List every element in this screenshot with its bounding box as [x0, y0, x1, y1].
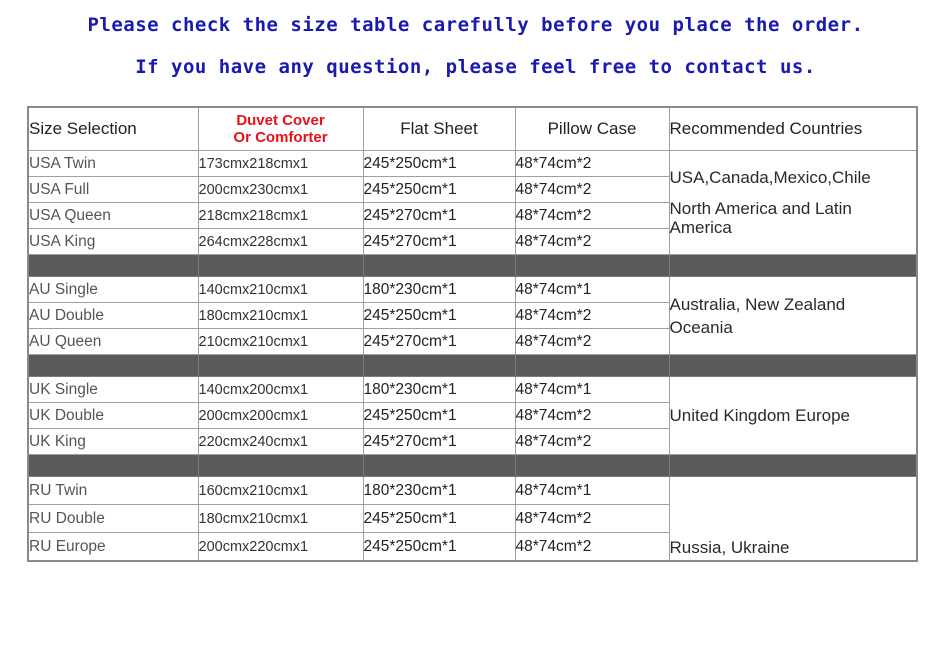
table-row	[28, 377, 917, 403]
size-table	[27, 106, 918, 562]
size-cell: USA Twin	[28, 151, 198, 177]
flat-sheet-cell: 245*250cm*1	[363, 403, 515, 429]
pillow-case-cell: 48*74cm*1	[515, 377, 669, 403]
duvet-cell: 200cmx200cmx1	[198, 403, 363, 429]
header-duvet-cover	[198, 107, 363, 151]
separator-cell	[515, 355, 669, 377]
duvet-cell: 180cmx210cmx1	[198, 303, 363, 329]
header-size-selection: Size Selection	[28, 107, 198, 151]
separator-cell	[669, 255, 917, 277]
duvet-cell: 140cmx210cmx1	[198, 277, 363, 303]
size-cell: USA King	[28, 229, 198, 255]
duvet-cell: 173cmx218cmx1	[198, 151, 363, 177]
pillow-case-cell: 48*74cm*2	[515, 533, 669, 562]
flat-sheet-cell: 245*250cm*1	[363, 303, 515, 329]
pillow-case-cell: 48*74cm*2	[515, 229, 669, 255]
size-cell: UK Single	[28, 377, 198, 403]
separator-row	[28, 355, 917, 377]
size-cell: RU Europe	[28, 533, 198, 562]
pillow-case-cell: 48*74cm*2	[515, 505, 669, 533]
duvet-cell: 200cmx220cmx1	[198, 533, 363, 562]
pillow-case-cell: 48*74cm*2	[515, 203, 669, 229]
countries-cell-uk	[669, 377, 917, 455]
separator-cell	[515, 255, 669, 277]
separator-cell	[28, 455, 198, 477]
separator-cell	[669, 455, 917, 477]
duvet-cell: 160cmx210cmx1	[198, 477, 363, 505]
size-cell: USA Full	[28, 177, 198, 203]
header-duvet-line2: Or Comforter	[233, 129, 328, 146]
countries-cell-ru	[669, 477, 917, 562]
pillow-case-cell: 48*74cm*1	[515, 477, 669, 505]
pillow-case-cell: 48*74cm*2	[515, 177, 669, 203]
duvet-cell: 218cmx218cmx1	[198, 203, 363, 229]
separator-cell	[515, 455, 669, 477]
pillow-case-cell: 48*74cm*2	[515, 303, 669, 329]
countries-line: Russia, Ukraine	[669, 538, 790, 557]
duvet-cell: 220cmx240cmx1	[198, 429, 363, 455]
duvet-cell: 210cmx210cmx1	[198, 329, 363, 355]
duvet-cell: 180cmx210cmx1	[198, 505, 363, 533]
countries-line: United Kingdom Europe	[669, 406, 851, 425]
flat-sheet-cell: 245*250cm*1	[363, 177, 515, 203]
size-cell: AU Double	[28, 303, 198, 329]
pillow-case-cell: 48*74cm*2	[515, 151, 669, 177]
table-row	[28, 477, 917, 505]
size-cell: AU Single	[28, 277, 198, 303]
flat-sheet-cell: 245*250cm*1	[363, 151, 515, 177]
header-flat-sheet: Flat Sheet	[363, 107, 515, 151]
size-cell: UK King	[28, 429, 198, 455]
separator-row	[28, 255, 917, 277]
flat-sheet-cell: 245*250cm*1	[363, 533, 515, 562]
notice-line-contact: If you have any question, please feel free to contact us.	[135, 56, 816, 78]
duvet-cell: 264cmx228cmx1	[198, 229, 363, 255]
pillow-case-cell: 48*74cm*2	[515, 329, 669, 355]
size-cell: AU Queen	[28, 329, 198, 355]
notice-line-check-size: Please check the size table carefully before you place the order.	[87, 14, 864, 36]
separator-cell	[198, 455, 363, 477]
separator-cell	[28, 255, 198, 277]
countries-line: USA,Canada,Mexico,Chile	[669, 168, 871, 187]
flat-sheet-cell: 245*270cm*1	[363, 329, 515, 355]
flat-sheet-cell: 245*270cm*1	[363, 229, 515, 255]
flat-sheet-cell: 245*270cm*1	[363, 429, 515, 455]
countries-line: Australia, New Zealand	[669, 294, 846, 314]
pillow-case-cell: 48*74cm*2	[515, 429, 669, 455]
separator-cell	[363, 455, 515, 477]
countries-line: North America and Latin America	[669, 199, 852, 237]
pillow-case-cell: 48*74cm*1	[515, 277, 669, 303]
size-cell: RU Double	[28, 505, 198, 533]
flat-sheet-cell: 180*230cm*1	[363, 477, 515, 505]
separator-cell	[198, 355, 363, 377]
header-row	[28, 107, 917, 151]
countries-cell-au	[669, 277, 917, 355]
separator-row	[28, 455, 917, 477]
flat-sheet-cell: 245*250cm*1	[363, 505, 515, 533]
countries-line: Oceania	[669, 317, 733, 337]
size-cell: USA Queen	[28, 203, 198, 229]
flat-sheet-cell: 180*230cm*1	[363, 277, 515, 303]
header-pillow-case: Pillow Case	[515, 107, 669, 151]
duvet-cell: 140cmx200cmx1	[198, 377, 363, 403]
flat-sheet-cell: 245*270cm*1	[363, 203, 515, 229]
table-row	[28, 151, 917, 177]
separator-cell	[363, 255, 515, 277]
separator-cell	[363, 355, 515, 377]
duvet-cell: 200cmx230cmx1	[198, 177, 363, 203]
separator-cell	[198, 255, 363, 277]
flat-sheet-cell: 180*230cm*1	[363, 377, 515, 403]
countries-cell-usa	[669, 151, 917, 255]
size-cell: RU Twin	[28, 477, 198, 505]
size-cell: UK Double	[28, 403, 198, 429]
separator-cell	[28, 355, 198, 377]
header-duvet-line1: Duvet Cover	[236, 112, 325, 129]
pillow-case-cell: 48*74cm*2	[515, 403, 669, 429]
separator-cell	[669, 355, 917, 377]
header-recommended-countries: Recommended Countries	[669, 107, 917, 151]
table-row	[28, 277, 917, 303]
